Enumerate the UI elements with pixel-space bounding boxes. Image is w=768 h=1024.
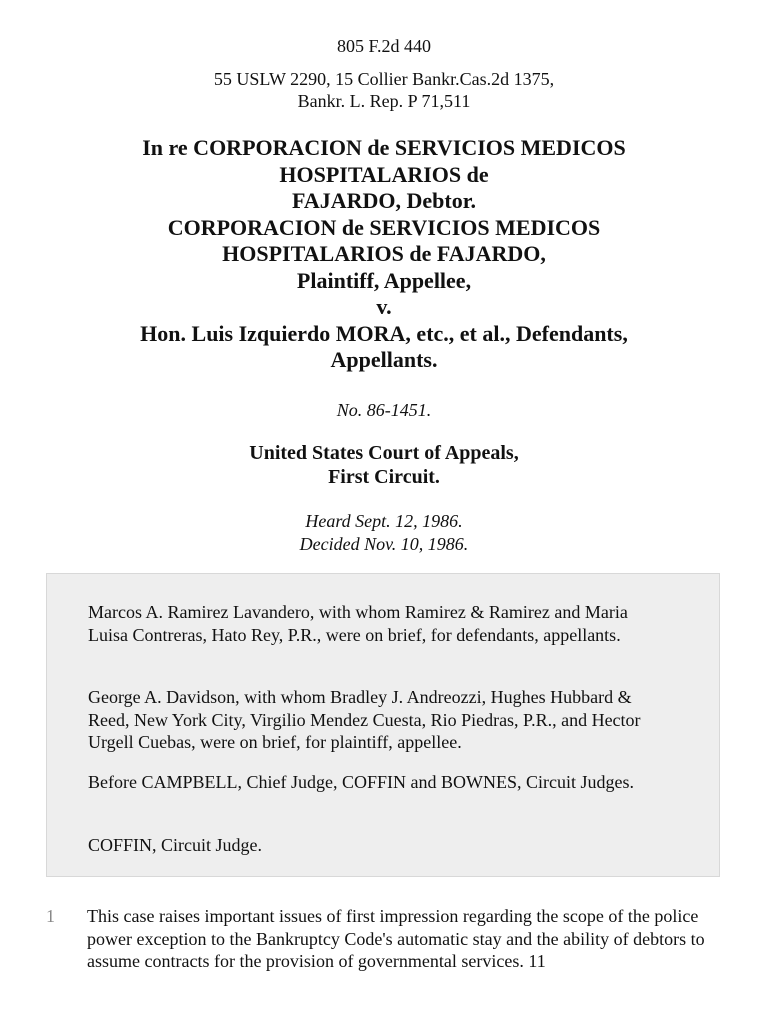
counsel-defendants: Marcos A. Ramirez Lavandero, with whom Ramirez & Ramirez and Maria Luisa Contreras, Hato Rey, P.R., were on brief, for defendants, appellants. [88, 602, 628, 645]
parallel-citations [0, 68, 768, 112]
case-caption [0, 135, 768, 374]
caption-line: Appellants. [330, 347, 438, 372]
caption-line: CORPORACION de SERVICIOS MEDICOS [167, 214, 601, 240]
opinion-author: COFFIN, Circuit Judge. [88, 835, 263, 855]
reporter-citation: 805 F.2d 440 [336, 36, 432, 56]
counsel-plaintiff: George A. Davidson, with whom Bradley J. Andreozzi, Hughes Hubbard & Reed, New York City, Virgilio Mendez Cuesta, Rio Piedras, P.R., and Hector Urgell Cuebas, were on brief, for plaintiff, appellee. [88, 687, 641, 752]
caption-line: Hon. Luis Izquierdo MORA, etc., et al., Defendants, [140, 320, 628, 346]
decided-date: Decided Nov. 10, 1986. [299, 534, 469, 554]
court-name-line: United States Court of Appeals, [249, 442, 519, 464]
court-circuit-line: First Circuit. [328, 466, 440, 488]
case-dates [0, 510, 768, 556]
caption-line: HOSPITALARIOS de [279, 161, 489, 187]
caption-line: v. [376, 294, 392, 319]
parallel-citation-line: Bankr. L. Rep. P 71,511 [297, 91, 471, 111]
heard-date: Heard Sept. 12, 1986. [305, 511, 463, 531]
caption-line: FAJARDO, Debtor. [292, 188, 476, 213]
opinion-paragraph: This case raises important issues of first impression regarding the scope of the police power exception to the Bankruptcy Code's automatic stay and the ability of debtors to assume contracts for the provision of governmental services. 11 [87, 906, 705, 971]
court-name [0, 441, 768, 489]
docket-number: No. 86-1451. [336, 400, 432, 420]
caption-line: Plaintiff, Appellee, [296, 267, 472, 293]
parallel-citation-line: 55 USLW 2290, 15 Collier Bankr.Cas.2d 1375, [213, 69, 555, 89]
paragraph-number: 1 [46, 906, 55, 926]
caption-line: In re CORPORACION de SERVICIOS MEDICOS [142, 135, 626, 160]
caption-line: HOSPITALARIOS de FAJARDO, [222, 241, 546, 266]
judge-panel: Before CAMPBELL, Chief Judge, COFFIN and BOWNES, Circuit Judges. [88, 772, 634, 792]
counsel-box [46, 573, 720, 877]
